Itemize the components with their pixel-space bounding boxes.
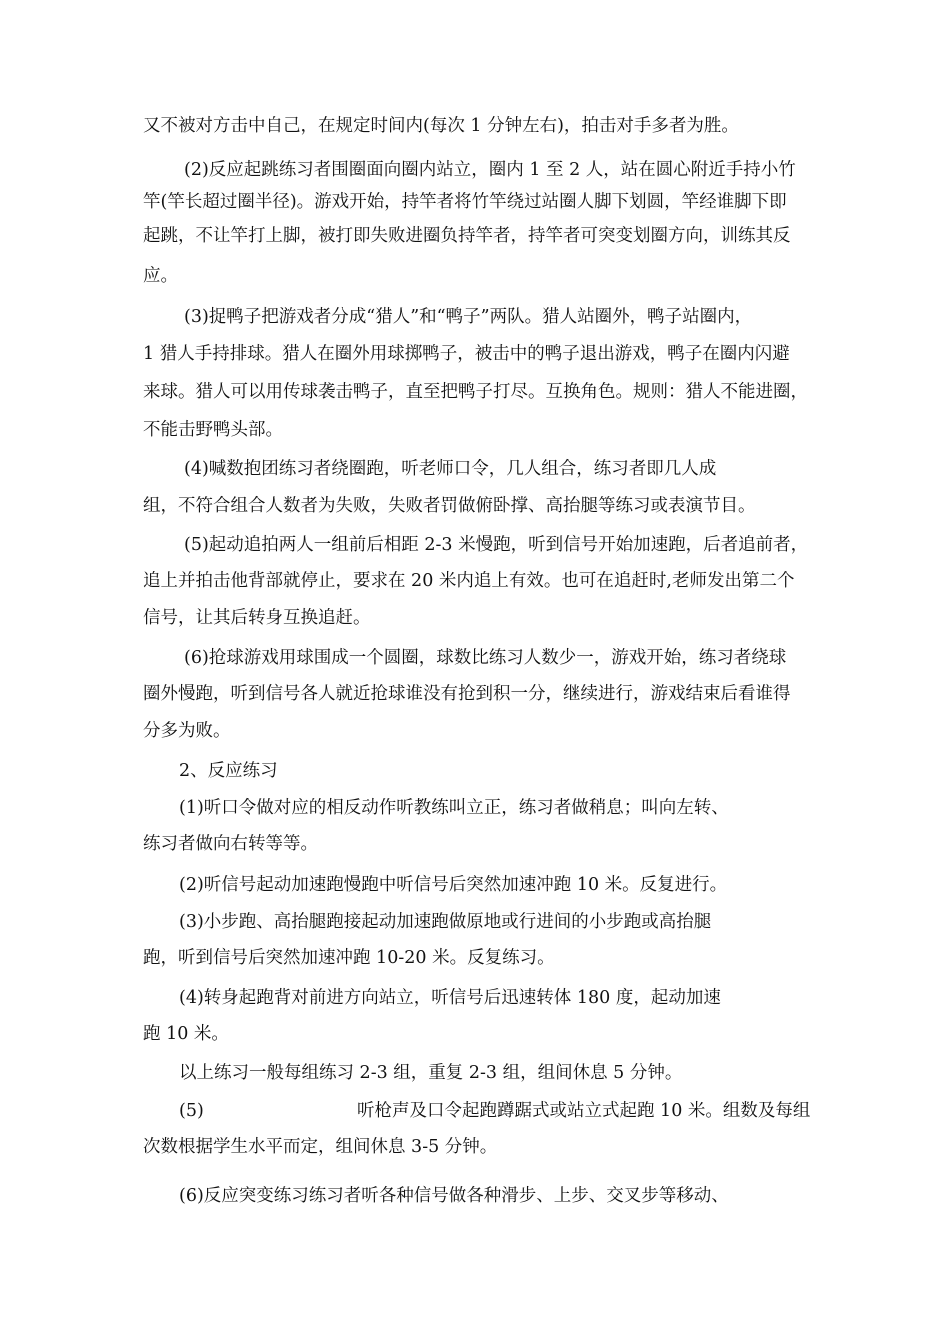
paragraph-line: 跑 10 米。 [143, 1024, 229, 1044]
paragraph-line: 又不被对方击中自己，在规定时间内(每次 1 分钟左右)，拍击对手多者为胜。 [143, 116, 739, 136]
paragraph-line: 不能击野鸭头部。 [143, 420, 283, 440]
paragraph-line: 组，不符合组合人数者为失败，失败者罚做俯卧撑、高抬腿等练习或表演节目。 [143, 496, 756, 516]
paragraph-line: 起跳，不让竿打上脚，被打即失败进圈负持竿者，持竿者可突变划圈方向，训练其反 [143, 226, 791, 246]
paragraph-line: 跑，听到信号后突然加速冲跑 10-20 米。反复练习。 [143, 948, 555, 968]
paragraph-line: 圈外慢跑，听到信号各人就近抢球谁没有抢到积一分，继续进行，游戏结束后看谁得 [143, 684, 791, 704]
paragraph-line: 练习者做向右转等等。 [143, 834, 318, 854]
paragraph-line: (5)起动追拍两人一组前后相距 2-3 米慢跑，听到信号开始加速跑，后者追前者， [184, 535, 809, 555]
paragraph-line: 应。 [143, 266, 178, 286]
paragraph-line: (6)反应突变练习练习者听各种信号做各种滑步、上步、交叉步等移动、 [179, 1186, 729, 1206]
paragraph-line: (3)捉鸭子把游戏者分成“猎人”和“鸭子”两队。猎人站圈外，鸭子站圈内， [184, 307, 753, 327]
paragraph-line: (2)反应起跳练习者围圈面向圈内站立，圈内 1 至 2 人，站在圆心附近手持小竹 [184, 160, 796, 180]
section-heading: 2、反应练习 [179, 761, 278, 781]
paragraph-line: (4)喊数抱团练习者绕圈跑，听老师口令，几人组合，练习者即几人成 [184, 459, 717, 479]
paragraph-line: (4)转身起跑背对前进方向站立，听信号后迅速转体 180 度，起动加速 [179, 988, 721, 1008]
paragraph-line: 追上并拍击他背部就停止，要求在 20 米内追上有效。也可在追赶时,老师发出第二个 [143, 571, 795, 591]
paragraph-line: (2)听信号起动加速跑慢跑中听信号后突然加速冲跑 10 米。反复进行。 [179, 875, 728, 895]
paragraph-line: 竿(竿长超过圈半径)。游戏开始，持竿者将竹竿绕过站圈人脚下划圆，竿经谁脚下即 [143, 192, 787, 212]
paragraph-number: (5) [179, 1101, 204, 1121]
paragraph-line: 信号，让其后转身互换追赶。 [143, 608, 371, 628]
paragraph-line: 来球。猎人可以用传球袭击鸭子，直至把鸭子打尽。互换角色。规则：猎人不能进圈， [143, 382, 808, 402]
paragraph-line: 1 猎人手持排球。猎人在圈外用球掷鸭子，被击中的鸭子退出游戏，鸭子在圈内闪避 [143, 344, 790, 364]
paragraph-line: (6)抢球游戏用球围成一个圆圈，球数比练习人数少一，游戏开始，练习者绕球 [184, 648, 787, 668]
summary-note: 以上练习一般每组练习 2-3 组，重复 2-3 组，组间休息 5 分钟。 [179, 1063, 683, 1083]
paragraph-line: 听枪声及口令起跑蹲踞式或站立式起跑 10 米。组数及每组 [357, 1101, 811, 1121]
paragraph-line: (1)听口令做对应的相反动作听教练叫立正，练习者做稍息；叫向左转、 [179, 798, 729, 818]
paragraph-line: (3)小步跑、高抬腿跑接起动加速跑做原地或行进间的小步跑或高抬腿 [179, 912, 712, 932]
paragraph-line: 次数根据学生水平而定，组间休息 3-5 分钟。 [143, 1137, 498, 1157]
paragraph-line: 分多为败。 [143, 721, 231, 741]
